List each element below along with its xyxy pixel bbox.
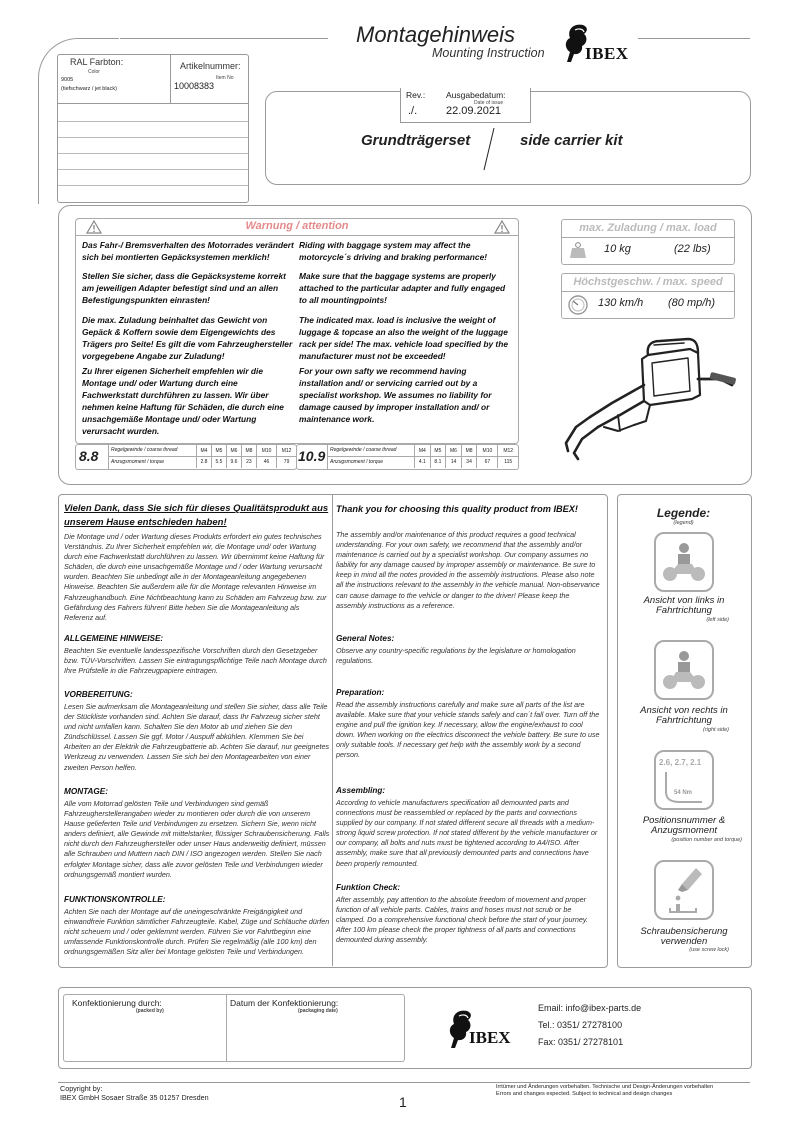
- warning-de-1: Das Fahr-/ Bremsverhalten des Motorrades verändert sich bei montierten Gepäcksystemen merklich!: [82, 240, 294, 262]
- legend-sub-4: (use screw lock): [689, 947, 729, 953]
- brand-text: IBEX: [585, 44, 629, 63]
- size-cell: M8: [241, 445, 256, 456]
- section-title-en-1: General Notes:: [336, 634, 395, 643]
- section-title-en-2: Preparation:: [336, 688, 385, 697]
- document-subtitle: Mounting Instruction: [432, 46, 545, 60]
- header-line-right: [638, 38, 750, 39]
- legend-title-sub: (legend): [673, 520, 694, 526]
- packdate-label: Datum der Konfektionierung:: [230, 998, 339, 1008]
- torque-cell: 46: [256, 456, 276, 468]
- torque-cell: 79: [277, 456, 296, 468]
- section-title-de-2: VORBEREITUNG:: [64, 690, 133, 699]
- date-sub: Date of issue: [474, 100, 504, 106]
- article-value: 10008383: [174, 81, 215, 91]
- size-cell: M4: [197, 445, 212, 456]
- torque-values-10-9: [414, 445, 518, 468]
- torque-cell: 8.1: [430, 456, 446, 468]
- ral-sub: Color: [88, 69, 100, 75]
- disclaimer-de: Irrtümer und Änderungen vorbehalten. Technische und Design-Änderungen vorbehalten: [496, 1084, 714, 1090]
- size-cell: M5: [211, 445, 226, 456]
- ral-label: RAL Farbton:: [70, 57, 124, 67]
- max-speed-box: [561, 273, 735, 319]
- warning-en-2: Make sure that the baggage systems are properly attached to the particular adapter and fully engaged to all mountingpoints!: [299, 271, 506, 305]
- size-cell: M4: [415, 445, 431, 456]
- size-cell: M12: [498, 445, 518, 456]
- warning-title-bar: [76, 219, 518, 236]
- warning-de-3: Die max. Zuladung beinhaltet das Gewicht von Gepäck & Koffern sowie dem Eigengewichts des Trägers pro Seite! Es gilt die vom Fahrzeughersteller vorgegebene Angabe zur Zuladung!: [82, 315, 293, 361]
- contact-tel: Tel.: 0351/ 27278100: [538, 1020, 623, 1030]
- section-text-en-2: Read the assembly instructions carefully and make sure all parts of the list are available. Make sure that your vehicle stands safely and can´t fall over. Turn off the engine and pull the ignition key. If necessary, allow the engine/exhaust to cool down. When working on the electrics disconnect the vehicle battery. Be sure to use only suitable tools. If necessary get help with the assembly work by a second person.: [336, 700, 600, 760]
- section-title-de-3: MONTAGE:: [64, 787, 108, 796]
- thanks-text-en: The assembly and/or maintenance of this product requires a good technical understanding. For your own safety, we recommend that the assembly and/or maintenance is carried out by a specialist workshop. Our company assumes no liability for any damage caused by improper assembly or maintenance. Be sure to keep in mind all the notes provided in the assembly instructions. Please also note all the instructions relevant to the assembly in the vehicle manual. Non-observance can cause damage to the vehicle or danger to the driver! Please keep the assembly instructions as a reference.: [336, 530, 600, 610]
- speedometer-icon: [567, 294, 589, 316]
- thanks-title-de: Vielen Dank, dass Sie sich für dieses Qualitätsprodukt aus unserem Hause entschieden haben!: [64, 503, 329, 528]
- product-name-en: side carrier kit: [520, 132, 623, 149]
- section-title-de-4: FUNKTIONSKONTROLLE:: [64, 895, 166, 904]
- legend-icon-left-view: [654, 532, 714, 592]
- legend-icon-right-view: [654, 640, 714, 700]
- date-value: 22.09.2021: [446, 105, 502, 117]
- packed-box: [63, 994, 405, 1062]
- size-cell: M12: [277, 445, 296, 456]
- warning-de-4: Zu Ihrer eigenen Sicherheit empfehlen wir die Montage und/ oder Wartung durch eine Fachwerkstatt durchführen zu lassen. Wir über nehmen keine Haftung für Schäden, die durch eine unsachgemäße Montage und/ oder Wartung verursacht wurden.: [82, 366, 284, 436]
- company-address: IBEX GmbH Sosaer Straße 35 01257 Dresden: [60, 1093, 209, 1102]
- size-cell: M6: [446, 445, 462, 456]
- torque-label-10-9: Anzugsmoment / torque: [330, 459, 384, 465]
- packed-label: Konfektionierung durch:: [72, 998, 162, 1008]
- packed-sub: (packed by): [136, 1008, 164, 1014]
- warning-en-4: For your own safty we recommend having installation and/ or servicing carried out by a specialist workshop. We assumes no liability for damage caused by improper installation and/ or maintenance work.: [299, 366, 492, 424]
- size-cell: M5: [430, 445, 446, 456]
- disclaimer-en: Errors and changes expected. Subject to technical and design changes: [496, 1091, 673, 1097]
- rev-box: [400, 88, 442, 123]
- position-numbers: 2.6, 2.7, 2.1: [659, 758, 702, 767]
- document-title: Montagehinweis: [356, 22, 515, 47]
- rev-label: Rev.:: [406, 90, 426, 100]
- max-load-box: [561, 219, 735, 265]
- footer-logo: [445, 1008, 525, 1052]
- max-speed-mph: (80 mp/h): [668, 297, 716, 309]
- warning-en-1: Riding with baggage system may affect the motorcycle´s driving and braking performance!: [299, 240, 488, 262]
- torque-table-10-9: [296, 444, 519, 470]
- warning-panel: [75, 218, 519, 444]
- grade-8-8: 8.8: [79, 448, 99, 464]
- size-cell: M8: [461, 445, 477, 456]
- instructions-divider: [332, 494, 333, 966]
- legend-sub-1: (left side): [706, 617, 729, 623]
- section-title-en-4: Funktion Check:: [336, 883, 401, 892]
- section-text-en-4: After assembly, pay attention to the absolute freedom of movement and proper function of all vehicle parts. Cables, trains and hoses must not scrub or be clamped. Do a comprehensive functional check before the start of your journey. After 100 km please check the proper tightness of all parts and connections demounted during assembly.: [336, 895, 588, 945]
- thread-label-8-8: Regelgewinde / coarse thread: [111, 447, 178, 453]
- legend-icon-position-torque: [654, 750, 714, 810]
- ral-value-sub: (tiefschwarz / jet black): [61, 86, 117, 92]
- contact-email: Email: info@ibex-parts.de: [538, 1003, 642, 1013]
- ral-value: 9005: [61, 77, 74, 83]
- legend-label-3: Positionsnummer & Anzugsmoment: [642, 815, 726, 836]
- legend-label-4: Schraubensicherung verwenden: [640, 926, 728, 947]
- header-logo: [561, 22, 639, 66]
- warning-icon-right: [494, 220, 510, 234]
- legend-sub-2: (right side): [703, 727, 729, 733]
- section-title-de-1: ALLGEMEINE HINWEISE:: [64, 634, 164, 643]
- size-cell: M10: [256, 445, 276, 456]
- legend-title: Legende:: [656, 506, 711, 520]
- torque-cell: 115: [498, 456, 518, 468]
- section-text-en-3: According to vehicle manufacturers specification all demounted parts and connections must be reassembled or replaced by the parts and connections supplied by our company. If not stated different secure all threads with a medium-strong liquid screw protection. If not stated different by the vehicle manufacturer or our company, all bolts and nuts must be tightened according to A4/ISO. After assembly, make sure that all previously demounted parts and connections have been properly remounted.: [336, 798, 598, 868]
- copyright-label: Copyright by:: [60, 1084, 103, 1093]
- torque-table-8-8: [75, 444, 297, 470]
- thanks-title-en: Thank you for choosing this quality product from IBEX!: [336, 504, 578, 514]
- thanks-text-de: Die Montage und / oder Wartung dieses Produkts erfordert ein gutes technisches Verständnis. Zu Ihrer Sicherheit empfehlen wir, die Montage und/ oder Wartung durch eine Fachwerkstatt durchführen zu lassen. Wir übernimmt keine Haftung für Schäden, die durch eine unsachgemäße Montage und / oder Wartung verursacht wurden. Beachten Sie unbedingt alle in der Montageanleitung angegebenen Hinweise. Beachten Sie außerdem alle für die Montage relevanten Hinweise im Fahrzeughandbuch. Eine Nichtbeachtung kann zu Schäden am Fahrzeug bzw. zur Gefährdung des Fahrers führen! Bitte heben Sie die Montageanleitung als Referenz auf.: [64, 532, 327, 622]
- motorcycle-left-icon: [656, 534, 712, 590]
- torque-cell: 23: [241, 456, 256, 468]
- section-title-en-3: Assembling:: [336, 786, 386, 795]
- screw-lock-icon: [656, 862, 712, 918]
- rev-value: ./.: [408, 105, 418, 117]
- position-torque: 54 Nm: [674, 790, 693, 796]
- side-carrier-illustration: [560, 335, 740, 475]
- section-text-de-3: Alle vom Motorrad gelösten Teile und Verbindungen sind gemäß Fahrzeugherstellerangaben wieder zu montieren oder durch die von unserem Hause gelieferten Teile und Verbindungen zu ersetzen. Sichern Sie, wenn nicht anders definiert, alle Gewinde mit mittelstarker, flüssiger Schraubensicherung. Falls nicht durch den Fahrzeughersteller oder unser Haus anderweitig definiert, müssen alle Schrauben und Muttern nach DIN / ISO angezogen werden. Stellen Sie nach erfolgter Montage sicher, dass alle zuvor gelösten Teile und Verbindungen wieder ordnungsgemäß montiert wurden.: [64, 799, 330, 879]
- warning-de-2: Stellen Sie sicher, dass die Gepäcksysteme korrekt am jeweiligen Adapter befestigt sind und an allen Befestigungspunkten einrasten!: [82, 271, 286, 305]
- product-name-de: Grundträgerset: [361, 132, 471, 149]
- torque-cell: 2.8: [197, 456, 212, 468]
- torque-wrench-icon: [662, 770, 706, 804]
- weight-icon: [569, 241, 587, 259]
- page-number: 1: [399, 1094, 407, 1110]
- torque-label-8-8: Anzugsmoment / torque: [111, 459, 165, 465]
- section-text-en-1: Observe any country-specific regulations by the legislature or homologation regulations.: [336, 646, 576, 666]
- max-speed-title: Höchstgeschw. / max. speed: [573, 276, 723, 288]
- date-box: [440, 88, 531, 123]
- max-speed-kmh: 130 km/h: [598, 297, 644, 309]
- section-text-de-4: Achten Sie nach der Montage auf die uneingeschränkte Freigängigkeit und einwandfreie Funktion sämtlicher Fahrzeugteile. Kabel, Züge und Schläuche dürfen nicht scheuern und / oder geklemmt werden. Führen Sie vor Fahrtbeginn eine umfassende Funktionskontrolle durch. Prüfen Sie regelmäßig (alle 100 km) den ordnungsgemäßen Sitz aller bei Montage gelösten Teile und Verbindungen.: [64, 907, 330, 957]
- max-load-lbs: (22 lbs): [674, 243, 711, 255]
- torque-cell: 4.1: [415, 456, 431, 468]
- torque-cell: 34: [461, 456, 477, 468]
- grade-10-9: 10.9: [298, 448, 326, 464]
- brand-text-footer: IBEX: [469, 1028, 511, 1047]
- header-line-left: [120, 38, 328, 39]
- torque-cell: 5.5: [211, 456, 226, 468]
- size-cell: M10: [477, 445, 498, 456]
- warning-title: Warnung / attention: [245, 220, 349, 232]
- info-box: [57, 54, 249, 203]
- max-load-kg: 10 kg: [604, 243, 631, 255]
- section-text-de-1: Beachten Sie eventuelle landesspezifische Vorschriften durch den Gesetzgeber bzw. TÜV-Vorschriften. Lassen Sie eintragungspflichtige Teile nach Montage durch Ihre Prüfstelle in die Fahrzeugpapiere eintragen.: [64, 646, 327, 676]
- motorcycle-right-icon: [656, 642, 712, 698]
- torque-cell: 14: [446, 456, 462, 468]
- contact-fax: Fax: 0351/ 27278101: [538, 1037, 624, 1047]
- article-sub: Item No: [216, 75, 234, 81]
- torque-cell: 67: [477, 456, 498, 468]
- max-load-title: max. Zuladung / max. load: [579, 222, 717, 234]
- torque-values-8-8: [196, 445, 296, 468]
- torque-cell: 9.6: [226, 456, 241, 468]
- section-text-de-2: Lesen Sie aufmerksam die Montageanleitung und stellen Sie sicher, dass alle Teile der Stückliste vorhanden sind. Achten Sie darauf, dass Ihr Fahrzeug sicher steht und nicht umfallen kann. Schalten Sie den Motor ab und ziehen Sie den Zündschlüssel. Lassen Sie ggf. Motor / Auspuff abkühlen. Klemmen Sie bei Arbeiten an der Elektrik die Fahrzeugbatterie ab. Achten Sie darauf, nur geeignetes Werkzeug zu verwenden. Lassen Sie sich bei den Montagearbeiten von einer zweiten Person helfen.: [64, 702, 330, 772]
- packdate-sub: (packaging date): [298, 1008, 338, 1014]
- legend-label-1: Ansicht von links in Fahrtrichtung: [643, 595, 725, 616]
- legend-label-2: Ansicht von rechts in Fahrtrichtung: [640, 705, 728, 726]
- date-label: Ausgabedatum:: [446, 90, 506, 100]
- size-cell: M6: [226, 445, 241, 456]
- article-label: Artikelnummer:: [180, 61, 241, 71]
- footer-rule: [58, 1082, 750, 1083]
- thread-label-10-9: Regelgewinde / coarse thread: [330, 447, 397, 453]
- legend-icon-screw-lock: [654, 860, 714, 920]
- warning-en-3: The indicated max. load is inclusive the weight of luggage & topcase an also the weight of the luggage rack per side! The max. vehicle load specified by the manufacturer must not be exceeded!: [299, 315, 508, 361]
- legend-sub-3: (position number and torque): [671, 837, 742, 843]
- product-separator: [482, 126, 496, 172]
